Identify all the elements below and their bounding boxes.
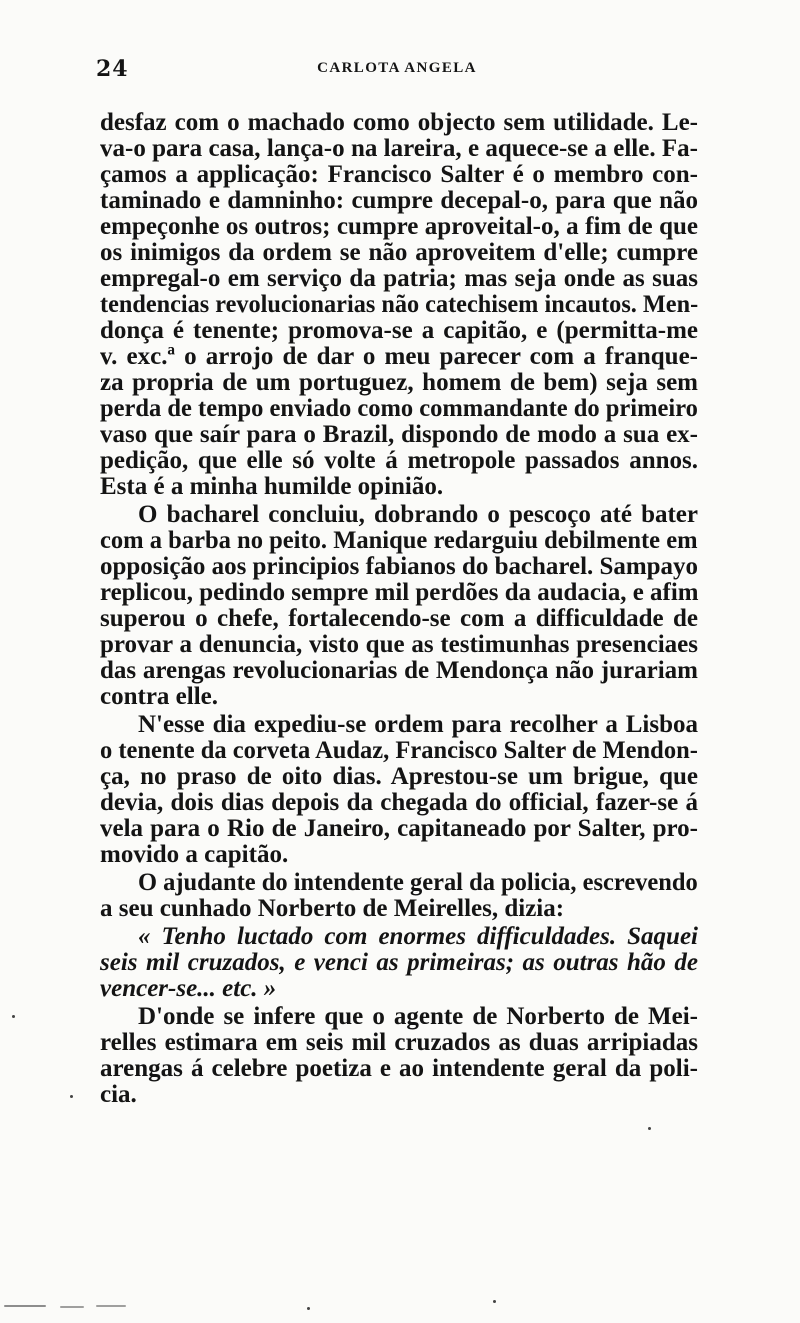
text-line: desfaz com o machado como objecto sem utilidade. Le- — [100, 109, 698, 136]
scan-speck — [60, 1306, 84, 1308]
text-line: a seu cunhado Norberto de Meirelles, dizia: — [100, 895, 565, 922]
text-line: arengas á celebre poetiza e ao intendente geral da poli- — [100, 1055, 698, 1082]
text-line: perda de tempo enviado como commandante do primeiro — [100, 395, 698, 422]
scan-speck — [12, 1015, 15, 1018]
text-line: vela para o Rio de Janeiro, capitaneado por Salter, pro- — [100, 815, 698, 842]
text-line: empeçonhe os outros; cumpre aproveital-o, a fim de que — [100, 213, 698, 240]
text-line: taminado e damninho: cumpre decepal-o, para que não — [100, 187, 698, 214]
text-line: replicou, pedindo sempre mil perdões da audacia, e afim — [100, 579, 699, 606]
text-line: das arengas revolucionarias de Mendonça não jurariam — [100, 657, 698, 684]
quote-line: vencer-se... etc. » — [100, 975, 277, 1002]
scan-speck — [70, 1095, 73, 1098]
page-header — [96, 56, 698, 86]
text-line: O ajudante do intendente geral da policia, escrevendo — [138, 869, 698, 896]
page-number: 24 — [96, 56, 129, 82]
text-line: relles estimara em seis mil cruzados as duas arripiadas — [100, 1029, 698, 1056]
running-title: CARLOTA ANGELA — [317, 60, 477, 76]
text-line: opposição aos principios fabianos do bacharel. Sampayo — [100, 553, 698, 580]
text-line: vaso que saír para o Brazil, dispondo de modo a sua ex- — [100, 421, 698, 448]
text-line: v. exc.ª o arrojo de dar o meu parecer com a franque- — [100, 343, 698, 370]
text-line: D'onde se infere que o agente de Norberto de Mei- — [138, 1003, 698, 1030]
text-line: N'esse dia expediu-se ordem para recolher a Lisboa — [138, 711, 698, 738]
scan-speck — [648, 1127, 651, 1130]
text-line: va-o para casa, lança-o na lareira, e aquece-se a elle. Fa- — [100, 135, 698, 162]
text-line: com a barba no peito. Manique redarguiu debilmente em — [100, 527, 698, 554]
text-line: o tenente da corveta Audaz, Francisco Salter de Mendon- — [100, 737, 698, 764]
scan-speck — [96, 1305, 126, 1307]
text-line: devia, dois dias depois da chegada do official, fazer-se á — [100, 789, 698, 816]
text-line: tendencias revolucionarias não catechisem incautos. Men- — [100, 291, 699, 318]
text-line: Esta é a minha humilde opinião. — [100, 473, 444, 500]
text-line: superou o chefe, fortalecendo-se com a difficuldade de — [100, 605, 698, 632]
quote-line: « Tenho luctado com enormes difficuldades. Saquei — [138, 923, 698, 950]
text-line: movido a capitão. — [100, 841, 289, 868]
text-line: za propria de um portuguez, homem de bem) seja sem — [100, 369, 698, 396]
text-line: ça, no praso de oito dias. Aprestou-se um brigue, que — [100, 763, 698, 790]
text-line: cia. — [100, 1081, 137, 1108]
text-line: contra elle. — [100, 683, 219, 710]
quote-line: seis mil cruzados, e venci as primeiras; as outras hão de — [100, 949, 698, 976]
text-line: donça é tenente; promova-se a capitão, e (permitta-me — [100, 317, 698, 344]
text-line: empregal-o em serviço da patria; mas seja onde as suas — [100, 265, 698, 292]
scan-speck — [493, 1300, 496, 1303]
scan-speck — [4, 1305, 46, 1307]
scan-speck — [307, 1307, 310, 1310]
text-line: provar a denuncia, visto que as testimunhas presenciaes — [100, 631, 698, 658]
text-line: pedição, que elle só volte á metropole passados annos. — [100, 447, 698, 474]
text-line: çamos a applicação: Francisco Salter é o membro con- — [100, 161, 698, 188]
text-line: os inimigos da ordem se não aproveitem d'elle; cumpre — [100, 239, 698, 266]
text-line: O bacharel concluiu, dobrando o pescoço até bater — [138, 501, 698, 528]
